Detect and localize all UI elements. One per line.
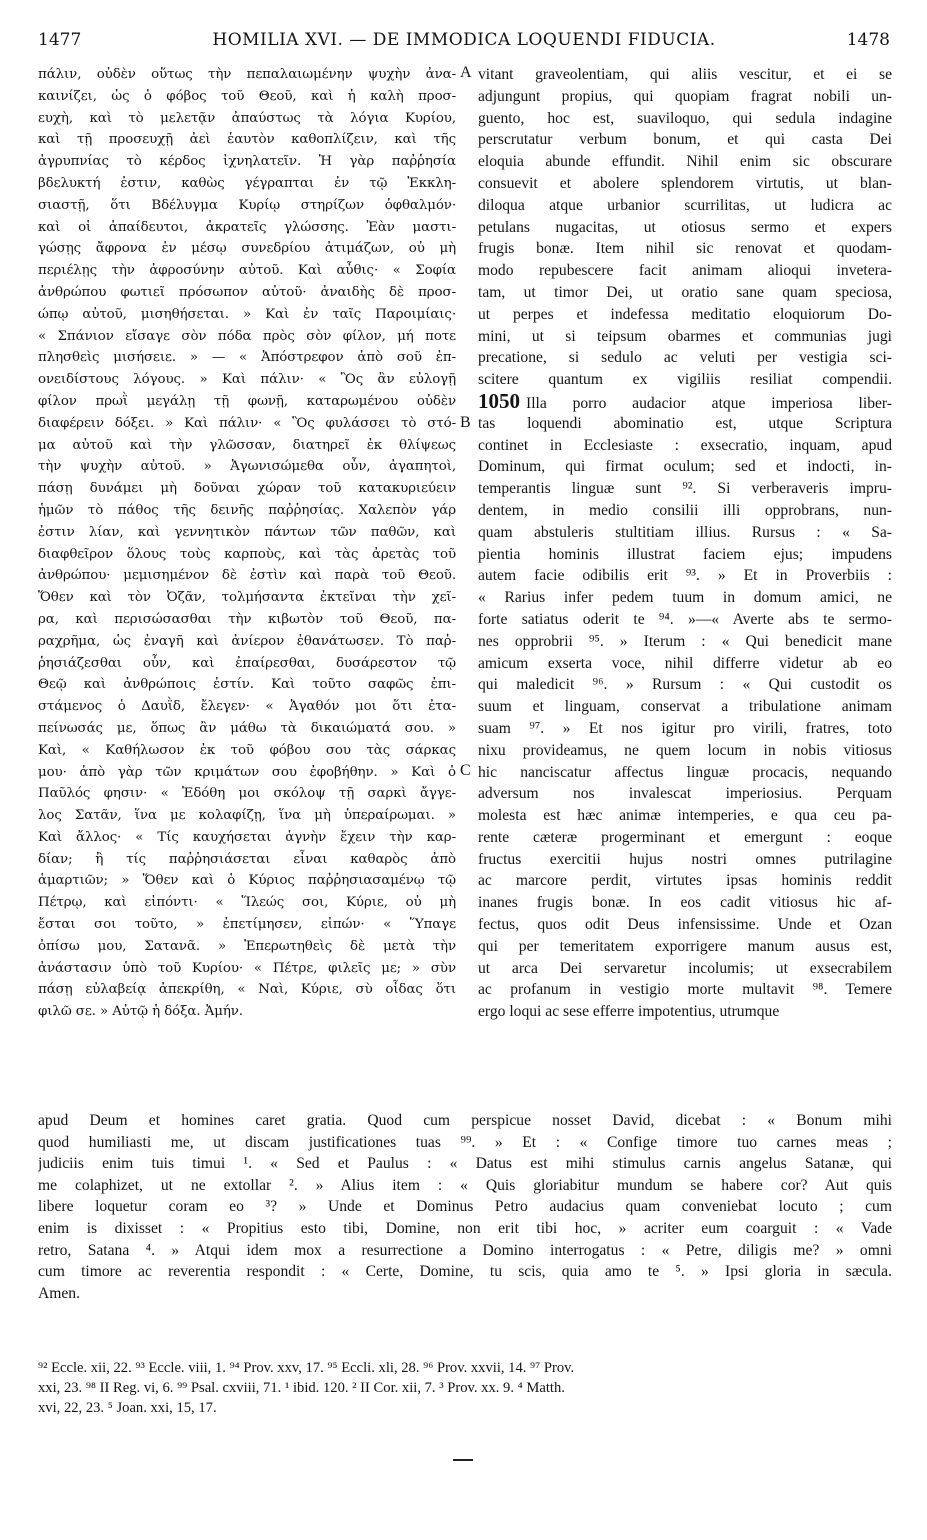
greek-text-line: Παῦλός φησιν· « Ἐδόθη μοι σκόλοψ τῇ σαρκὶ ἄγγε- [38, 786, 456, 802]
full-width-text-line: cum timore ac reverentia respondit : « Certe, Domine, tu scis, quia amo te ⁵. » Ipsi gloria in sæcula. [38, 1263, 892, 1281]
greek-text-line: ἐστιν λίαν, καὶ γεννητικὸν πάντων τῶν παθῶν, καὶ [38, 524, 456, 540]
full-width-text-line: judiciis enim tuis timui ¹. « Sed et Paulus : « Datus est mihi stimulus carnis angelus Satanæ, qui [38, 1155, 892, 1173]
greek-text-line: καὶ τῇ προσευχῇ ἀεὶ ἑαυτὸν καθοπλίζειν, καὶ τῆς [38, 132, 456, 148]
latin-text-segment: Illa porro audacior atque imperiosa liber- [526, 394, 892, 412]
latin-text-line: qui maledicit ⁹⁶. » Rursum : « Qui custodit os [478, 676, 892, 694]
bottom-rule [453, 1459, 473, 1461]
greek-text-line: ονειδίστους λόγους. » Καὶ πάλιν· « Ὃς ἂν εὐλογῇ [38, 372, 456, 388]
running-header [38, 30, 890, 54]
greek-text-line: διαφθεῖρον ὅλους τοὺς καρποὺς, καὶ τὰς ἀρετὰς τοῦ [38, 546, 456, 562]
full-width-text-line: retro, Satana ⁴. » Atqui idem mox a resurrectione a Domino interrogatus : « Petre, diligis me? » omni [38, 1241, 892, 1259]
greek-text-line: Ὅθεν καὶ τὸν Ὀζᾶν, τολμήσαντα ἐκτεῖναι τὴν χεῖ- [38, 590, 456, 606]
footnotes [38, 1358, 892, 1418]
latin-text-line: nixu provideamus, ne quem locum in nobis vitiosus [478, 741, 892, 759]
full-width-text-line: libere loquetur coram eo ³? » Unde et Dominus Petro audacius quam conveniebat locuto ; cum [38, 1198, 892, 1216]
footnote-line: ⁹² Eccle. xii, 22. ⁹³ Eccle. viii, 1. ⁹⁴ Prov. xxv, 17. ⁹⁵ Eccli. xli, 28. ⁹⁶ Prov. xxvii, 14. ⁹⁷ Prov. [38, 1360, 575, 1376]
page-number-right: 1478 [846, 30, 890, 50]
greek-text-line: δίαν; ἢ τίς παῤῥησιάσεται εἶναι καθαρὸς ἀπὸ [38, 851, 456, 867]
greek-text-line: πάλιν, οὐδὲν οὕτως τὴν πεπαλαιωμένην ψυχὴν ἀνα- [38, 67, 456, 82]
greek-text-line: ἔσται σοι τοῦτο, » ἐπετίμησεν, εἰπών· « Ὕπαγε [38, 917, 456, 933]
latin-text-line: fructus exercitii hujus nostri omnes putrilagine [478, 850, 892, 868]
greek-text-line: πλησθεὶς μισήσειε. » — « Ἀπόστρεφον ἀπὸ σοῦ ἐπ- [38, 350, 456, 366]
greek-text-line: ἁμαρτιῶν; » Ὅθεν καὶ ὁ Κύριος παῤῥησιασαμένῳ τῷ [38, 873, 456, 889]
latin-text-line: rente cæteræ progerminant et emergunt : eoque [478, 828, 892, 846]
greek-text-line: πείνωσάς με, ὅπως ἂν μάθω τὰ δικαιώματά σου. » [38, 720, 456, 736]
latin-text-line: qui per temeritatem exporrigere manum ausus est, [478, 937, 892, 955]
full-width-text [38, 1110, 892, 1304]
latin-text-line: tas loquendi abominatio est, utque Scriptura [478, 414, 892, 432]
greek-text-line: ραχρῆμα, ὡς ἐναγῆ καὶ ἀνίερον ἐθανάτωσεν. Τὸ παῤ- [38, 633, 456, 649]
greek-text-line: ἀγρυπνίας τὸ κέρδος ἰχνηλατεῖν. Ἡ γὰρ παῤῥησία [38, 154, 456, 170]
greek-text-line: φίλον πρωῒ μεγάλῃ τῇ φωνῇ, καταρωμένου οὐδὲν [38, 393, 456, 409]
full-width-text-line: me colaphizet, ut ne extollar ². » Alius item : « Quis gloriabitur mundum se habere cor? Aut quis [38, 1176, 892, 1194]
greek-text-line: τὴν ψυχὴν αὐτοῦ. » Ἀγωνισώμεθα οὖν, ἀγαπητοὶ, [38, 459, 456, 475]
latin-text-line: « Rarius infer pedem tuum in domum amici, ne [478, 589, 892, 607]
latin-text-line: petulans nugacitas, ut otiosus sermo et expers [478, 218, 892, 236]
greek-text-line: στάμενος ὁ Δαυῒδ, ἔλεγεν· « Ἀγαθόν μοι ὅτι ἐτα- [38, 699, 456, 715]
greek-text-line: « Σπάνιον εἴσαγε σὸν πόδα πρὸς σὸν φίλον, μή ποτε [38, 328, 456, 344]
latin-text-line [478, 391, 892, 413]
full-width-text-line: Amen. [38, 1284, 81, 1302]
footnote-line: xvi, 22, 23. ⁵ Joan. xxi, 15, 17. [38, 1400, 217, 1416]
latin-text-line: frugis bonæ. Item nihil sic renovat et quodam- [478, 240, 892, 258]
greek-text-line: Καὶ ἄλλος· « Τίς καυχήσεται ἁγνὴν ἔχειν τὴν καρ- [38, 829, 456, 845]
latin-text-line: pientia hominis illustrat faciem ejus; impudens [478, 545, 892, 563]
greek-text-line: γώσῃς ἄφρονα ἐν μέσῳ συνεδρίου ἀτιμάζων, οὐ μὴ [38, 241, 456, 257]
margin-marker-b: B [460, 414, 471, 431]
greek-text-line: Θεῷ καὶ ἀνθρώποις ἐστίν. Καὶ τοῦτο σαφῶς ἐπι- [38, 677, 456, 693]
latin-text-line: fectus, quos odit Deus infensissime. Unde et Ozan [478, 916, 892, 934]
greek-text-line: ἡμῶν τὸ πάθος τῆς δεινῆς παῤῥησίας. Χαλεπὸν γάρ [38, 502, 456, 518]
latin-text-line: guento, hoc est, suaviloquo, qui sedula indagine [478, 109, 892, 127]
latin-text-line: forte satiatus oderit te ⁹⁴. »—« Averte abs te sermo- [478, 610, 892, 628]
latin-text-line: precatione, si sedulo ac veluti per vestigia sci- [478, 349, 892, 367]
margin-marker-a: A [460, 64, 472, 81]
greek-text-line: ώπῳ αὐτοῦ, μισηθήσεται. » Καὶ ἐν ταῖς Παροιμίαις· [38, 306, 456, 322]
latin-text-line: suam ⁹⁷. » Et nos igitur pro virili, fratres, toto [478, 719, 892, 737]
greek-text-line: περιέλῃς τὴν ἀφροσύνην αὐτοῦ. Καὶ αὖθις· « Σοφία [38, 263, 456, 279]
latin-text-line: eloquia abunde effundit. Nihil enim sic obscurare [478, 153, 892, 171]
footnote-line: xxi, 23. ⁹⁸ II Reg. vi, 6. ⁹⁹ Psal. cxviii, 71. ¹ ibid. 120. ² II Cor. xii, 7. ³ Prov. xx. 9. ⁴ Matth. [38, 1380, 565, 1396]
greek-text-line: ἀνθρώπου· μεμισημένον δὲ ἐστὶν καὶ παρὰ τοῦ Θεοῦ. [38, 568, 456, 584]
greek-text-line: βδελυκτή ἐστιν, καθὼς γέγραπται ἐν τῷ Ἐκκλη- [38, 175, 456, 191]
greek-text-line: ὀπίσω μου, Σατανᾶ. » Ἐπερωτηθεὶς δὲ μετὰ τὴν [38, 938, 456, 954]
greek-text-line: φιλῶ σε. » Αὐτῷ ἡ δόξα. Ἀμήν. [38, 1004, 243, 1020]
greek-column [38, 64, 456, 1023]
latin-text-line: ac marcore perdit, virtutes ipsas hominis reddit [478, 872, 892, 890]
latin-text-line: temperantis linguæ sunt ⁹². Si verberaveris impru- [478, 480, 892, 498]
margin-marker-c: C [460, 762, 471, 779]
greek-text-line: καὶ οἱ ἀπαίδευτοι, ἀκρατεῖς γλώσσης. Ἐὰν μαστι- [38, 219, 456, 235]
greek-text-line: πάσῃ δυνάμει μὴ δοῦναι χώραν τοῦ κατακυριεύειν [38, 481, 456, 497]
latin-text-line: suum et linguam, conservat a tribulatione animam [478, 698, 892, 716]
latin-text-line: diloqua atque urbanior scurrilitas, ut ludicra ac [478, 196, 892, 214]
column-number: 1050 [478, 390, 520, 413]
full-width-text-line: apud Deum et homines caret gratia. Quod cum perspicue nosset David, dicebat : « Bonum mihi [38, 1112, 892, 1129]
latin-text-line: mini, ut si teipsum obarmes et communias jugi [478, 327, 892, 345]
page-number-left: 1477 [38, 30, 82, 50]
full-width-text-line: quod humiliasti me, ut discam justificationes tuas ⁹⁹. » Et : « Confige timore tuo carnes meas ; [38, 1133, 892, 1151]
latin-text-line: ergo loqui ac sese efferre impotentius, utrumque [478, 1003, 780, 1021]
latin-text-line: consuevit et abolere splendorem virtutis, ut blan- [478, 174, 892, 192]
latin-text-line: nes opprobrii ⁹⁵. » Iterum : « Qui benedicit mane [478, 632, 892, 650]
greek-text-line: ἀνάστασιν ὑπὸ τοῦ Κυρίου· « Πέτρε, φιλεῖς με; » σὺν [38, 960, 456, 976]
greek-text-line: πάσῃ εὐλαβείᾳ ἀπεκρίθη, « Ναὶ, Κύριε, σὺ οἶδας ὅτι [38, 982, 456, 998]
latin-text-line: hic nanciscatur affectus linguæ procacis, nequando [478, 763, 892, 781]
greek-text-line: ῥησιάζεσθαι οὖν, καὶ ἐπαίρεσθαι, δυσάρεστον τῷ [38, 655, 456, 671]
latin-text-line: scitere quantum ex vigiliis resiliat compendii. [478, 371, 892, 389]
running-title: HOMILIA XVI. — DE IMMODICA LOQUENDI FIDUCIA. [212, 30, 716, 50]
greek-text-line: καινίζει, ὡς ὁ φόβος τοῦ Θεοῦ, καὶ ἡ καλὴ προσ- [38, 88, 456, 104]
greek-text-line: λος Σατᾶν, ἵνα με κολαφίζῃ, ἵνα μὴ ὑπεραίρωμαι. » [38, 808, 456, 824]
latin-text-line: Dominum, qui firmat oculum; sed et indocti, in- [478, 458, 892, 476]
greek-text-line: διαφέρειν δόξει. » Καὶ πάλιν· « Ὃς φυλάσσει τὸ στό- [38, 415, 456, 431]
latin-text-line: inanes frugis bonæ. In eos cadit vitiosus hic af- [478, 894, 892, 912]
greek-text-line: σιαστῇ, ὅτι Βδέλυγμα Κυρίῳ στηρίζων ὀφθαλμόν· [38, 197, 456, 213]
greek-text-line: ρα, καὶ περισώσασθαι τὴν κιβωτὸν τοῦ Θεοῦ, πα- [38, 611, 456, 627]
latin-text-line: adversum nos invalescat imperiosius. Perquam [478, 785, 892, 803]
latin-text-line: quam abstuleris stultitiam illius. Rursus : « Sa- [478, 523, 892, 541]
latin-column [478, 64, 892, 1023]
latin-text-line: ut perpes et indefessa meditatio eloquiorum Do- [478, 305, 892, 323]
latin-text-line: autem facie odibilis erit ⁹³. » Et in Proverbiis : [478, 567, 892, 585]
latin-text-line: adjungunt propius, qui quopiam fragrat nobili un- [478, 87, 892, 105]
greek-text-line: Πέτρῳ, καὶ εἰπόντι· « Ἵλεώς σοι, Κύριε, οὐ μὴ [38, 895, 456, 911]
latin-text-line: continet in Ecclesiaste : exsecratio, inquam, apud [478, 436, 892, 454]
latin-text-line: ut arca Dei servaretur incolumis; ut exsecrabilem [478, 959, 892, 977]
latin-text-line: amicum exserta voce, nihil differre videtur ab eo [478, 654, 892, 672]
greek-text-line: μου· ἀπὸ γὰρ τῶν κριμάτων σου ἐφοβήθην. » Καὶ ὁ [38, 764, 456, 780]
latin-text-line: tam, ut timor Dei, ut oratio sane quam speciosa, [478, 283, 892, 301]
latin-text-line: vitant graveolentiam, qui aliis vescitur, et ei se [478, 66, 892, 83]
latin-text-line: molesta est hæc animæ intemperies, e qua ceu pa- [478, 807, 892, 825]
latin-text-line: modo repubescere facit animam alioqui invetera- [478, 262, 892, 280]
full-width-text-line: enim is dixisset : « Propitius esto tibi, Domine, non erit tibi hoc, » acriter eum coarguit : « Vade [38, 1219, 892, 1237]
latin-text-line: perscrutatur verbum bonum, et qui casta Dei [478, 131, 892, 149]
greek-text-line: ἀνθρώπου φωτιεῖ πρόσωπον αὐτοῦ· ἀναιδὴς δὲ προσ- [38, 284, 456, 300]
latin-text-line: ac profanum in vestigio morte multavit ⁹⁸. Temere [478, 981, 892, 999]
greek-text-line: μα αὐτοῦ καὶ τὴν γλῶσσαν, διατηρεῖ ἐκ θλίψεως [38, 437, 456, 453]
latin-text-line: dentem, in medio consilii illi opprobrans, nun- [478, 501, 892, 519]
greek-text-line: Καὶ, « Καθήλωσον ἐκ τοῦ φόβου σου τὰς σάρκας [38, 742, 456, 758]
greek-text-line: ευχὴ, καὶ τὸ μελετᾷν ἀπαύστως τὰ λόγια Κυρίου, [38, 110, 456, 126]
